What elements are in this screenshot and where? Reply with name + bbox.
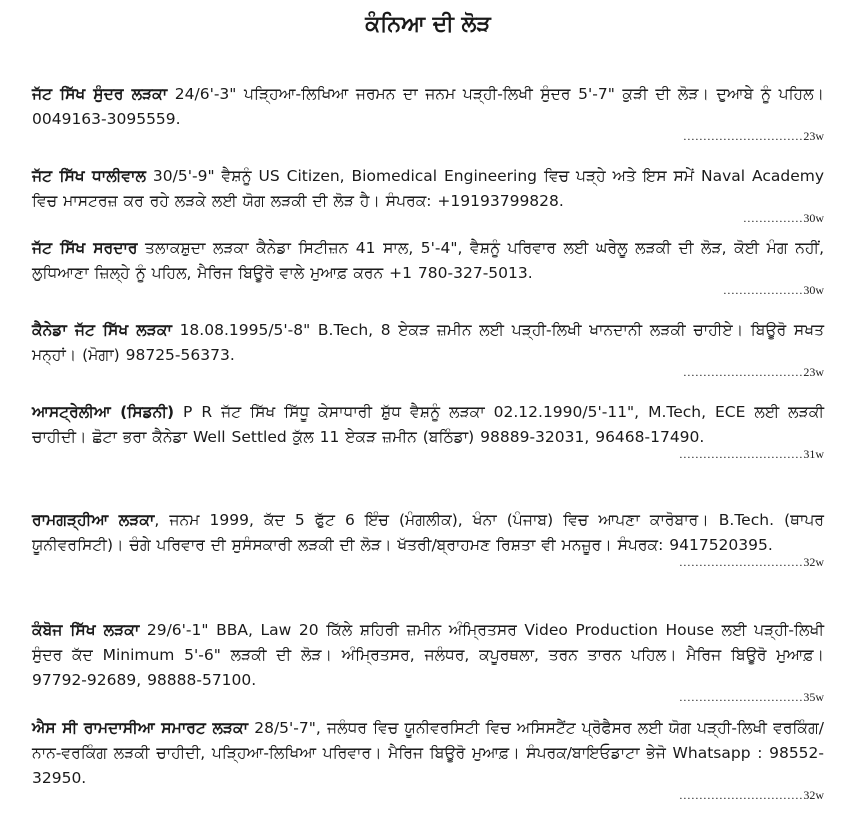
ad-dots: ............................... — [679, 690, 804, 704]
ad-item — [32, 716, 824, 816]
ad-item — [32, 618, 824, 716]
ad-body: 29/6'-1" BBA, Law 20 ਕਿੱਲੇ ਸ਼ਹਿਰੀ ਜ਼ਮੀਨ ਅੰਮ੍ਰਿਤਸਰ Video Production House ਲਈ ਪੜ੍ਹੀ-ਲਿਖੀ ਸੁੰਦਰ ਕੱਦ Minimum 5'-6" ਲੜਕੀ ਦੀ ਲੋੜ। ਅੰਮ੍ਰਿਤਸਰ, ਜਲੰਧਰ, ਕਪੂਰਥਲਾ, ਤਰਨ ਤਾਰਨ ਪਹਿਲ। ਮੈਰਿਜ ਬਿਊਰੋ ਮੁਆਫ਼। 97792-92689, 98888-57100. — [32, 621, 824, 689]
ad-lead: ਰਾਮਗੜ੍ਹੀਆ ਲੜਕਾ — [32, 511, 155, 529]
ad-code: 32w — [803, 788, 824, 802]
ad-item — [32, 164, 824, 236]
ad-body: 30/5'-9" ਵੈਸ਼ਨੂੰ US Citizen, Biomedical Engineering ਵਿਚ ਪੜ੍ਹੇ ਅਤੇ ਇਸ ਸਮੇਂ Naval Academy ਵਿਚ ਮਾਸਟਰਜ਼ ਕਰ ਰਹੇ ਲੜਕੇ ਲਈ ਯੋਗ ਲੜਕੀ ਦੀ ਲੋੜ ਹੈ। ਸੰਪਰਕ: +19193799828. — [32, 167, 824, 210]
ad-body: , ਜਨਮ 1999, ਕੱਦ 5 ਫੁੱਟ 6 ਇੰਚ (ਮੰਗਲੀਕ), ਖੰਨਾ (ਪੰਜਾਬ) ਵਿਚ ਆਪਣਾ ਕਾਰੋਬਾਰ। B.Tech. (ਥਾਪਰ ਯੂਨੀਵਰਸਿਟੀ)। ਚੰਗੇ ਪਰਿਵਾਰ ਦੀ ਸੁਸੰਸਕਾਰੀ ਲੜਕੀ ਦੀ ਲੋੜ। ਖੱਤਰੀ/ਬ੍ਰਾਹਮਣ ਰਿਸ਼ਤਾ ਵੀ ਮਨਜ਼ੂਰ। ਸੰਪਰਕ: 9417520395. — [32, 511, 825, 554]
ad-body: 18.08.1995/5'-8" B.Tech, 8 ਏਕੜ ਜ਼ਮੀਨ ਲਈ ਪੜ੍ਹੀ-ਲਿਖੀ ਖਾਨਦਾਨੀ ਲੜਕੀ ਚਾਹੀਏ। ਬਿਊਰੋ ਸਖਤ ਮਨ੍ਹਾਂ। (ਮੋਗਾ) 98725-56373. — [32, 321, 824, 364]
ad-lead: ਕੰਬੋਜ ਸਿੱਖ ਲੜਕਾ — [32, 621, 140, 639]
ad-dots: ............................... — [679, 555, 804, 569]
ad-text — [32, 164, 824, 214]
ad-text — [32, 236, 824, 286]
ad-body: 24/6'-3" ਪੜ੍ਹਿਆ-ਲਿਖਿਆ ਜਰਮਨ ਦਾ ਜਨਮ ਪੜ੍ਹੀ-ਲਿਖੀ ਸੁੰਦਰ 5'-7" ਕੁੜੀ ਦੀ ਲੋੜ। ਦੁਆਬੇ ਨੂੰ ਪਹਿਲ। 0049163-3095559. — [32, 85, 825, 128]
ad-code: 31w — [803, 447, 824, 461]
ad-lead: ਜੱਟ ਸਿੱਖ ਸਰਦਾਰ — [32, 239, 138, 257]
ad-text — [32, 318, 824, 368]
ad-dots: .............................. — [683, 129, 804, 143]
ad-text — [32, 618, 824, 693]
ad-item — [32, 82, 824, 164]
ad-item — [32, 318, 824, 400]
ad-code: 35w — [803, 690, 824, 704]
ad-lead: ਜੱਟ ਸਿੱਖ ਧਾਲੀਵਾਲ — [32, 167, 146, 185]
ad-dots: ............... — [743, 211, 804, 225]
ad-code: 30w — [803, 283, 824, 297]
ad-code-line — [32, 787, 824, 803]
ad-lead: ਆਸਟ੍ਰੇਲੀਆ (ਸਿਡਨੀ) — [32, 403, 175, 421]
ad-text — [32, 716, 824, 791]
ad-item — [32, 236, 824, 318]
ad-item — [32, 508, 824, 618]
ad-body: 28/5'-7", ਜਲੰਧਰ ਵਿਚ ਯੂਨੀਵਰਸਿਟੀ ਵਿਚ ਅਸਿਸਟੈਂਟ ਪ੍ਰੋਫੈਸਰ ਲਈ ਯੋਗ ਪੜ੍ਹੀ-ਲਿਖੀ ਵਰਕਿੰਗ/ਨਾਨ-ਵਰਕਿੰਗ ਲੜਕੀ ਚਾਹੀਦੀ, ਪੜ੍ਹਿਆ-ਲਿਖਿਆ ਪਰਿਵਾਰ। ਮੈਰਿਜ ਬਿਊਰੋ ਮੁਆਫ਼। ਸੰਪਰਕ/ਬਾਇਓਡਾਟਾ ਭੇਜੋ Whatsapp : 98552-32950. — [32, 719, 825, 787]
ads-list — [32, 82, 824, 816]
ad-text — [32, 400, 824, 450]
ad-lead: ਐਸ ਸੀ ਰਾਮਦਾਸੀਆ ਸਮਾਰਟ ਲੜਕਾ — [32, 719, 249, 737]
ad-dots: ............................... — [679, 788, 804, 802]
ad-lead: ਜੱਟ ਸਿੱਖ ਸੁੰਦਰ ਲੜਕਾ — [32, 85, 168, 103]
ad-text — [32, 508, 824, 558]
ad-code: 23w — [803, 365, 824, 379]
ad-lead: ਕੈਨੇਡਾ ਜੱਟ ਸਿੱਖ ਲੜਕਾ — [32, 321, 172, 339]
ad-dots: ............................... — [679, 447, 804, 461]
ad-text — [32, 82, 824, 132]
page-title: ਕੰਨਿਆ ਦੀ ਲੋੜ — [365, 12, 491, 37]
ad-body: ਤਲਾਕਸ਼ੁਦਾ ਲੜਕਾ ਕੈਨੇਡਾ ਸਿਟੀਜ਼ਨ 41 ਸਾਲ, 5'-4", ਵੈਸ਼ਨੂੰ ਪਰਿਵਾਰ ਲਈ ਘਰੇਲੂ ਲੜਕੀ ਦੀ ਲੋੜ, ਕੋਈ ਮੰਗ ਨਹੀਂ, ਲੁਧਿਆਣਾ ਜ਼ਿਲ੍ਹੇ ਨੂੰ ਪਹਿਲ, ਮੈਰਿਜ ਬਿਊਰੋ ਵਾਲੇ ਮੁਆਫ਼ ਕਰਨ +1 780-327-5013. — [32, 239, 824, 282]
ad-item — [32, 400, 824, 508]
ad-body: P R ਜੱਟ ਸਿੱਖ ਸਿੱਧੂ ਕੇਸਾਧਾਰੀ ਸ਼ੁੱਧ ਵੈਸ਼ਨੂੰ ਲੜਕਾ 02.12.1990/5'-11", M.Tech, ECE ਲਈ ਲੜਕੀ ਚਾਹੀਦੀ। ਛੋਟਾ ਭਰਾ ਕੈਨੇਡਾ Well Settled ਕੁੱਲ 11 ਏਕੜ ਜ਼ਮੀਨ (ਬਠਿੰਡਾ) 98889-32031, 96468-17490. — [32, 403, 824, 446]
ad-code: 23w — [803, 129, 824, 143]
ad-dots: .............................. — [683, 365, 804, 379]
ad-code: 30w — [803, 211, 824, 225]
ad-code: 32w — [803, 555, 824, 569]
ad-dots: .................... — [723, 283, 804, 297]
